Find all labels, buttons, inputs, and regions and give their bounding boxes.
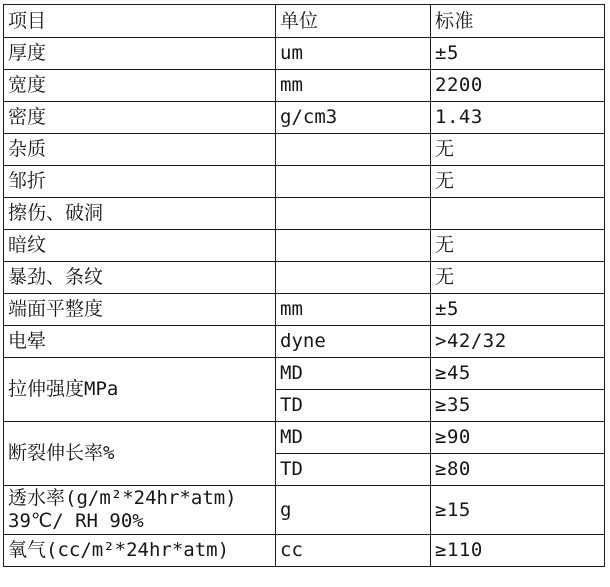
unit-cell: g: [276, 486, 431, 535]
table-row: [4, 102, 605, 134]
spec-table: [3, 4, 605, 567]
standard-cell: 1.43: [431, 102, 605, 134]
standard-cell: 2200: [431, 70, 605, 102]
standard-cell: >42/32: [431, 326, 605, 358]
standard-cell: 无: [431, 262, 605, 294]
table-row: [4, 262, 605, 294]
standard-cell: 无: [431, 230, 605, 262]
table-row: [4, 294, 605, 326]
standard-cell: ≥80: [431, 454, 605, 486]
item-cell: 宽度: [4, 70, 276, 102]
unit-cell: MD: [276, 358, 431, 390]
header-standard: 标准: [431, 5, 605, 38]
standard-cell: ≥45: [431, 358, 605, 390]
header-row: [4, 5, 605, 38]
unit-cell: mm: [276, 70, 431, 102]
table-row: [4, 70, 605, 102]
table-row: [4, 358, 605, 390]
unit-cell: [276, 134, 431, 166]
standard-cell: ≥35: [431, 390, 605, 422]
unit-cell: mm: [276, 294, 431, 326]
item-cell: 杂质: [4, 134, 276, 166]
header-item: 项目: [4, 5, 276, 38]
standard-cell: 无: [431, 166, 605, 198]
unit-cell: TD: [276, 390, 431, 422]
item-cell: 擦伤、破洞: [4, 198, 276, 230]
table-body: [4, 38, 605, 567]
table-row: [4, 38, 605, 70]
unit-cell: [276, 198, 431, 230]
item-cell: 厚度: [4, 38, 276, 70]
item-cell: 暴劲、条纹: [4, 262, 276, 294]
unit-cell: MD: [276, 422, 431, 454]
standard-cell: ≥15: [431, 486, 605, 535]
standard-cell: [431, 198, 605, 230]
item-cell: 氧气(cc/m²*24hr*atm): [4, 535, 276, 567]
item-cell: 邹折: [4, 166, 276, 198]
table-row: [4, 486, 605, 535]
unit-cell: [276, 230, 431, 262]
table-row: [4, 166, 605, 198]
item-cell: 暗纹: [4, 230, 276, 262]
standard-cell: ±5: [431, 38, 605, 70]
table-row: [4, 422, 605, 454]
item-cell: 电晕: [4, 326, 276, 358]
unit-cell: cc: [276, 535, 431, 567]
item-cell: 密度: [4, 102, 276, 134]
item-cell: 拉伸强度MPa: [4, 358, 276, 422]
table-row: [4, 535, 605, 567]
unit-cell: [276, 166, 431, 198]
table-row: [4, 198, 605, 230]
header-unit: 单位: [276, 5, 431, 38]
item-cell: 断裂伸长率%: [4, 422, 276, 486]
standard-cell: ≥90: [431, 422, 605, 454]
item-cell: 透水率(g/m²*24hr*atm) 39℃/ RH 90%: [4, 486, 276, 535]
standard-cell: ±5: [431, 294, 605, 326]
standard-cell: ≥110: [431, 535, 605, 567]
unit-cell: dyne: [276, 326, 431, 358]
unit-cell: g/cm3: [276, 102, 431, 134]
standard-cell: 无: [431, 134, 605, 166]
item-cell: 端面平整度: [4, 294, 276, 326]
table-row: [4, 134, 605, 166]
unit-cell: [276, 262, 431, 294]
unit-cell: TD: [276, 454, 431, 486]
unit-cell: um: [276, 38, 431, 70]
table-row: [4, 230, 605, 262]
table-row: [4, 326, 605, 358]
